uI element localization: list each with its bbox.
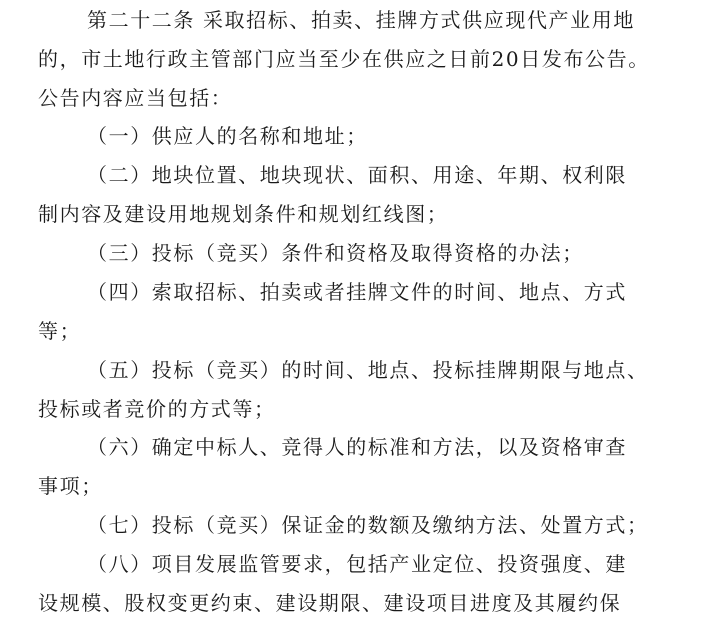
list-item-5-line: （五）投标（竞买）的时间、地点、投标挂牌期限与地点、 — [87, 358, 649, 382]
list-item-5-continuation: 投标或者竞价的方式等； — [38, 397, 276, 421]
list-item-1-line: （一）供应人的名称和地址； — [87, 124, 368, 148]
list-item-4-continuation: 等； — [38, 319, 82, 343]
list-item-6-line: （六）确定中标人、竞得人的标准和方法，以及资格审查 — [87, 435, 627, 459]
list-item-2-continuation: 制内容及建设用地规划条件和规划红线图； — [38, 202, 449, 226]
list-item-8-line: （八）项目发展监管要求，包括产业定位、投资强度、建 — [87, 552, 627, 576]
body-text-line: 公告内容应当包括： — [38, 86, 233, 110]
list-item-4-line: （四）索取招标、拍卖或者挂牌文件的时间、地点、方式 — [87, 280, 627, 304]
list-item-8-continuation: 设规模、股权变更约束、建设期限、建设项目进度及其履约保 — [38, 591, 622, 615]
list-item-7-line: （七）投标（竞买）保证金的数额及缴纳方法、处置方式； — [87, 513, 649, 537]
body-text-line: 的，市土地行政主管部门应当至少在供应之日前20日发布公告。 — [38, 47, 650, 71]
list-item-2-line: （二）地块位置、地块现状、面积、用途、年期、权利限 — [87, 163, 627, 187]
list-item-3-line: （三）投标（竞买）条件和资格及取得资格的办法； — [87, 241, 584, 265]
article-22-heading-line: 第二十二条 采取招标、拍卖、挂牌方式供应现代产业用地 — [87, 8, 635, 32]
list-item-6-continuation: 事项； — [38, 474, 103, 498]
